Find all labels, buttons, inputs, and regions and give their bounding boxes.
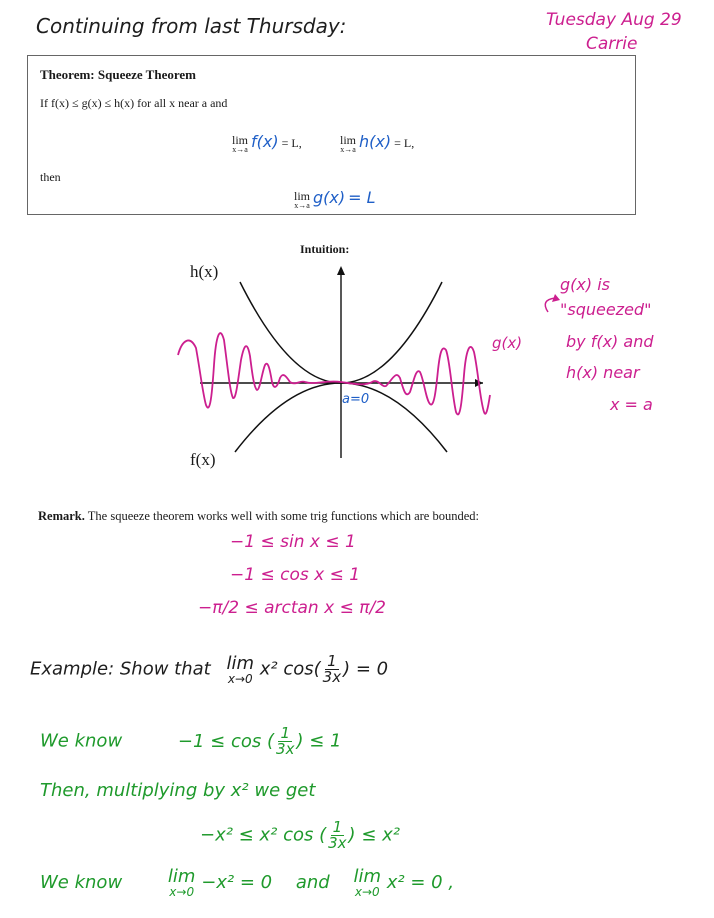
example-prefix: Example: Show that bbox=[30, 658, 211, 680]
lim-f-expr: f(x) bbox=[251, 132, 279, 151]
note-line-4: h(x) near bbox=[566, 363, 640, 382]
lim-g-expr: g(x) bbox=[313, 188, 346, 207]
h-label: h(x) bbox=[190, 262, 219, 281]
example-rhs: = 0 bbox=[355, 658, 389, 680]
intuition-title: Intuition: bbox=[300, 242, 350, 256]
squeeze-ineq-b: ≤ x² bbox=[361, 824, 400, 846]
continuing-heading: Continuing from last Thursday: bbox=[36, 14, 347, 38]
lim-x2: lim x→0 bbox=[353, 866, 382, 899]
lim-operator: lim x→a bbox=[294, 189, 311, 211]
cos-bound-a: −1 ≤ cos bbox=[177, 730, 262, 752]
lim-neg-x2: lim x→0 bbox=[167, 866, 196, 899]
theorem-title: Theorem: Squeeze Theorem bbox=[40, 67, 196, 82]
we-know-2: We know bbox=[40, 872, 123, 893]
cos-bound-b: ≤ 1 bbox=[309, 730, 342, 752]
arctan-bound bbox=[198, 598, 386, 618]
y-axis-arrow bbox=[337, 266, 345, 275]
arctan-middle: ≤ arctan x ≤ bbox=[244, 598, 354, 618]
a-label: a=0 bbox=[342, 392, 370, 407]
sin-bound: −1 ≤ sin x ≤ 1 bbox=[230, 532, 356, 552]
note-line-3: by f(x) and bbox=[566, 332, 654, 351]
remark-label: Remark. bbox=[38, 509, 85, 523]
solution-line-4 bbox=[40, 868, 454, 898]
note-line-5: x = a bbox=[610, 395, 653, 414]
g-curve bbox=[178, 333, 490, 414]
solution-line-2: Then, multiplying by x² we get bbox=[40, 780, 316, 801]
lim-f-value: = L, bbox=[281, 136, 302, 150]
arctan-upper: π/2 bbox=[359, 598, 386, 618]
remark bbox=[38, 509, 479, 524]
example-fraction: $\frac{1}{3x}$ bbox=[322, 652, 342, 686]
note-line-1: g(x) is bbox=[560, 275, 610, 294]
solution-line-3: −x² ≤ x² cos ( $\frac{1}{3x}$ ) ≤ x² bbox=[200, 818, 400, 852]
squeeze-ineq-a: −x² ≤ x² cos bbox=[200, 824, 314, 846]
arctan-lower: −π/2 bbox=[198, 598, 240, 618]
and-word: and bbox=[295, 872, 330, 893]
example-lim: lim x→0 bbox=[226, 652, 255, 686]
lim-operator: lim x→a bbox=[340, 133, 357, 155]
cos-bound: −1 ≤ cos x ≤ 1 bbox=[230, 565, 361, 585]
theorem-hypothesis: If f(x) ≤ g(x) ≤ h(x) for all x near a and bbox=[40, 96, 228, 110]
lim-h-value: = L, bbox=[394, 136, 415, 150]
solution-fraction-2: $\frac{1}{3x}$ bbox=[328, 818, 347, 852]
neg-x2-limit: −x² = 0 bbox=[201, 872, 273, 893]
example-line: Example: Show that lim x→0 x² cos( $\frac{1}{3x}$ ) = 0 bbox=[30, 652, 389, 686]
remark-text: The squeeze theorem works well with some trig functions which are bounded: bbox=[87, 509, 479, 523]
author-note: Carrie bbox=[586, 34, 638, 54]
solution-fraction-1: $\frac{1}{3x}$ bbox=[276, 724, 295, 758]
g-label: g(x) bbox=[492, 334, 523, 352]
solution-line-1: We know −1 ≤ cos ( $\frac{1}{3x}$ ) ≤ 1 bbox=[40, 724, 342, 758]
theorem-then: then bbox=[40, 170, 61, 184]
x2-limit: x² = 0 , bbox=[386, 872, 455, 893]
lim-operator: lim x→a bbox=[232, 133, 249, 155]
example-expr: x² cos bbox=[259, 658, 314, 680]
date-note: Tuesday Aug 29 bbox=[546, 10, 682, 30]
we-know-1: We know bbox=[40, 730, 123, 752]
f-label: f(x) bbox=[190, 450, 216, 469]
lim-h-expr: h(x) bbox=[359, 132, 392, 151]
lim-g-value: = L bbox=[348, 188, 376, 207]
note-line-2: "squeezed" bbox=[560, 300, 652, 319]
